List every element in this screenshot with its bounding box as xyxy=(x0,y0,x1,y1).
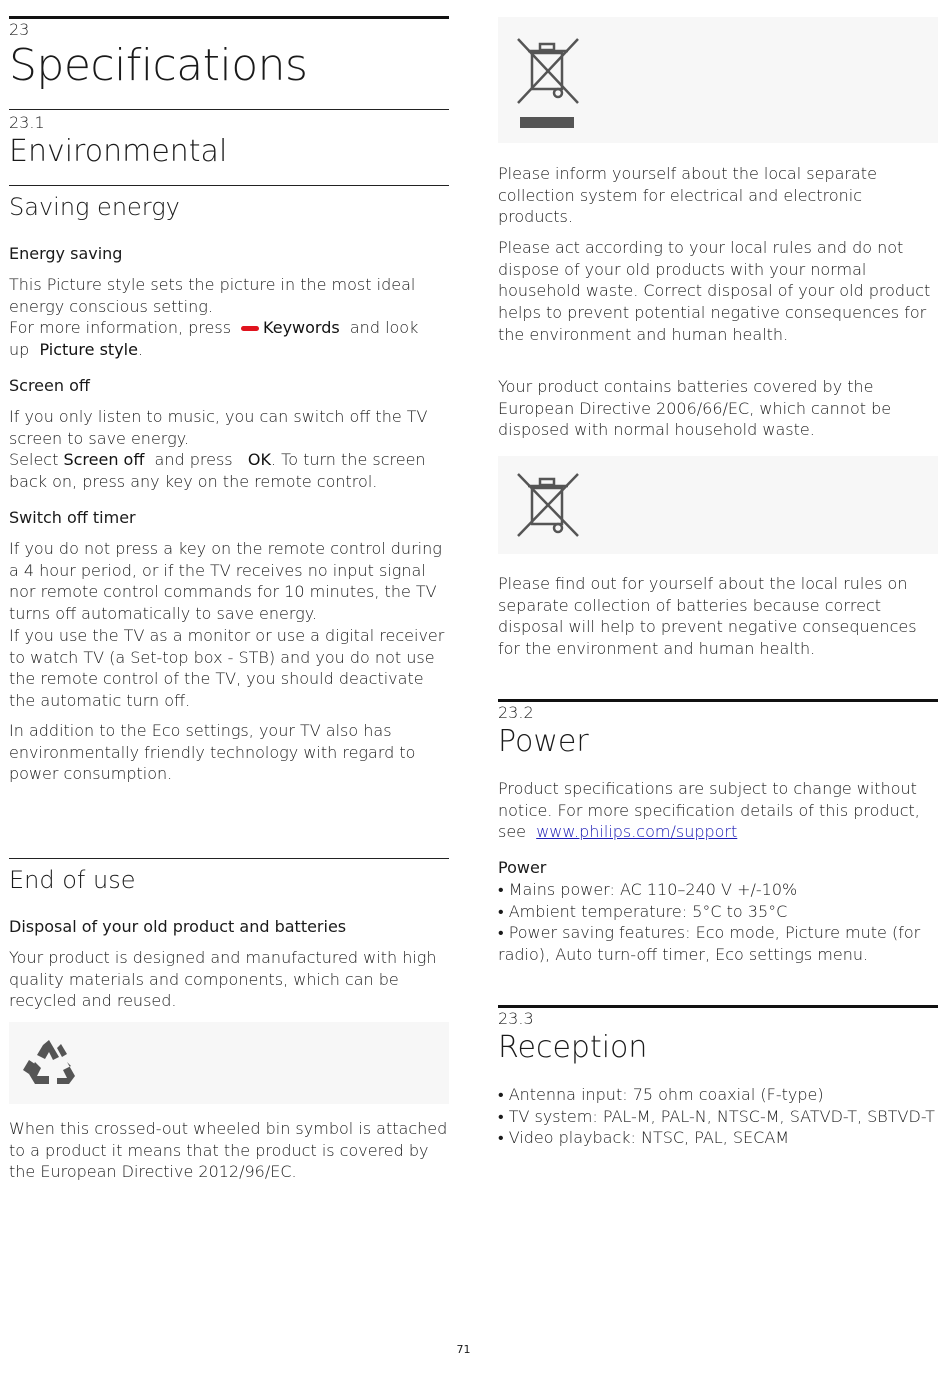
section-number-power: 23.2 xyxy=(498,703,534,722)
paragraph: If you do not press a key on the remote control during a 4 hour period, or if the TV receives no input signal nor remote control commands for 10 minutes, the TV turns off automatically to save energy. If you use the TV as a monitor or use a digital receiver to watch TV (a Set-top box - STB) and you do not use the remote control of the TV, you should deactivate the automatic turn off. xyxy=(9,539,445,710)
section-rule-reception xyxy=(498,1005,938,1008)
heading-switch-off-timer: Switch off timer xyxy=(9,508,136,527)
paragraph: This Picture style sets the picture in the most ideal energy conscious setting. For more information, press Keywords and look up Picture style. xyxy=(9,275,419,360)
paragraph: Please inform yourself about the local separate collection system for electrical and electronic products. xyxy=(498,164,877,227)
section-number-reception: 23.3 xyxy=(498,1009,534,1028)
heading-energy-saving: Energy saving xyxy=(9,244,123,263)
list-item: • Power saving features: Eco mode, Picture mute (for radio), Auto turn-off timer, Eco settings menu. xyxy=(498,923,921,965)
screen-off-term: Screen off xyxy=(63,450,145,470)
paragraph: Your product contains batteries covered by the European Directive 2006/66/EC, which cannot be disposed with normal household waste. xyxy=(498,377,892,440)
red-key-icon xyxy=(241,326,259,331)
subsection-title-saving-energy: Saving energy xyxy=(9,193,180,221)
ok-key: OK xyxy=(247,450,271,470)
keywords-term: Keywords xyxy=(263,318,340,338)
subsection-rule xyxy=(9,185,449,186)
paragraph: When this crossed-out wheeled bin symbol is attached to a product it means that the product is covered by the European Directive 2012/96/EC. xyxy=(9,1119,448,1182)
heading-screen-off: Screen off xyxy=(9,376,90,395)
recycle-icon xyxy=(21,1038,77,1088)
heading-disposal: Disposal of your old product and batteries xyxy=(9,917,347,936)
chapter-title: Specifications xyxy=(9,40,308,91)
support-link[interactable]: www.philips.com/support xyxy=(536,822,738,842)
subsection-rule xyxy=(9,858,449,859)
list-item: • Video playback: NTSC, PAL, SECAM xyxy=(498,1128,790,1148)
chapter-rule xyxy=(9,16,449,19)
section-title-reception: Reception xyxy=(498,1030,648,1065)
heading-power: Power xyxy=(498,858,547,877)
paragraph: Your product is designed and manufactured with high quality materials and components, which can be recycled and reused. xyxy=(9,948,437,1011)
paragraph: In addition to the Eco settings, your TV also has environmentally friendly technology with regard to power consumption. xyxy=(9,721,416,784)
reception-spec-list xyxy=(498,1084,938,1149)
list-item: • Antenna input: 75 ohm coaxial (F-type) xyxy=(498,1085,824,1104)
subsection-title-end-of-use: End of use xyxy=(9,866,136,894)
list-item: • Ambient temperature: 5°C to 35°C xyxy=(498,901,788,921)
recycle-image xyxy=(9,1022,449,1104)
weee-image xyxy=(498,17,938,143)
section-title-power: Power xyxy=(498,724,589,759)
paragraph: If you only listen to music, you can switch off the TV screen to save energy. Select Screen off and press OK. To turn the screen back on, press any key on the remote control. xyxy=(9,407,428,492)
paragraph: Please find out for yourself about the local rules on separate collection of batteries because correct disposal will help to prevent negative consequences for the environment and human health. xyxy=(498,574,917,659)
list-item: • TV system: PAL-M, PAL-N, NTSC-M, SATVD-T, SBTVD-T xyxy=(498,1106,935,1126)
picture-style-term: Picture style xyxy=(39,340,138,360)
power-spec-list xyxy=(498,879,938,966)
section-rule xyxy=(9,109,449,110)
page-number: 71 xyxy=(456,1343,471,1356)
battery-weee-image xyxy=(498,456,938,554)
section-number: 23.1 xyxy=(9,113,45,132)
paragraph: Please act according to your local rules and do not dispose of your old products with your normal household waste. Correct disposal of your old product helps to prevent potential negative consequences for the environment and human health. xyxy=(498,238,931,344)
crossed-bin-with-bar-icon xyxy=(514,35,582,131)
list-item: • Mains power: AC 110–240 V +/-10% xyxy=(498,880,798,899)
crossed-bin-icon xyxy=(514,470,582,540)
section-rule-power xyxy=(498,699,938,702)
chapter-number: 23 xyxy=(9,20,30,39)
paragraph: Product specifications are subject to change without notice. For more specification details of this product, see www.philips.com/support xyxy=(498,779,920,842)
section-title: Environmental xyxy=(9,134,228,169)
